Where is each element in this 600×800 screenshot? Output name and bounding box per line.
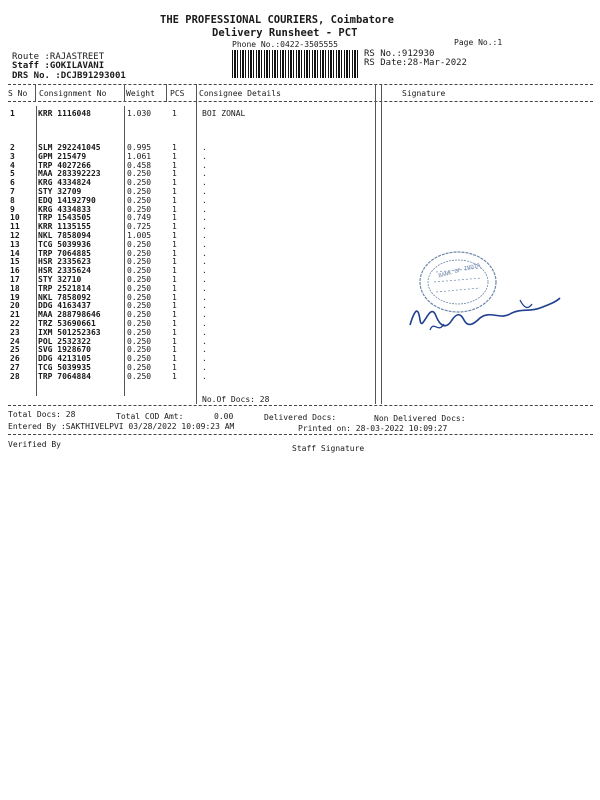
row-consignment-no: MAA 283392223: [38, 169, 101, 179]
row-weight: 1.030: [127, 109, 152, 118]
row-weight: 1.061: [127, 151, 152, 161]
row-consignment-no: HSR 2335623: [38, 257, 91, 267]
printed-on: Printed on: 28-03-2022 10:09:27: [298, 424, 448, 433]
row-pcs: 1: [172, 354, 177, 364]
row-consignment-no: POL 2532322: [38, 336, 91, 346]
row-consignee-details: .: [202, 248, 207, 258]
row-weight: 0.250: [127, 345, 152, 355]
row-consignee-details: .: [202, 336, 207, 346]
row-sno: 14: [10, 248, 20, 258]
total-cod-value: 0.00: [214, 412, 234, 421]
delivered-docs: Delivered Docs:: [264, 413, 337, 422]
row-pcs: 1: [172, 345, 177, 355]
row-pcs: 1: [172, 327, 177, 337]
row-consignee-details: .: [202, 275, 207, 284]
row-weight: 0.458: [127, 160, 152, 170]
staff: Staff :GOKILAVANI: [12, 61, 105, 71]
row-consignment-no: KRG 4334833: [38, 204, 91, 214]
row-pcs: 1: [172, 109, 177, 118]
row-sno: 17: [10, 275, 20, 284]
row-pcs: 1: [172, 363, 177, 372]
row-pcs: 1: [172, 371, 177, 381]
row-weight: 0.250: [127, 363, 152, 372]
row-sno: 6: [10, 178, 15, 188]
col-header-signature: Signature: [402, 89, 446, 98]
row-consignment-no: KRR 1116048: [38, 109, 91, 118]
row-consignee-details: .: [202, 363, 207, 372]
row-consignment-no: TRP 2521814: [38, 283, 91, 293]
row-sno: 10: [10, 213, 20, 223]
header-bottom-rule: [8, 101, 593, 102]
col-divider: [124, 106, 125, 396]
footer-top-rule: [8, 405, 593, 406]
row-weight: 0.250: [127, 292, 152, 302]
rs-number: RS No.:912930: [364, 49, 435, 59]
row-weight: 0.250: [127, 354, 152, 364]
row-sno: 22: [10, 319, 20, 328]
row-consignee-details: .: [202, 239, 207, 249]
row-pcs: 1: [172, 336, 177, 346]
row-sno: 25: [10, 345, 20, 355]
row-consignment-no: STY 32709: [38, 187, 82, 196]
total-cod-label: Total COD Amt:: [116, 412, 184, 421]
row-consignee-details: .: [202, 257, 207, 267]
row-pcs: 1: [172, 178, 177, 188]
row-pcs: 1: [172, 239, 177, 249]
row-sno: 16: [10, 266, 20, 276]
row-weight: 0.250: [127, 275, 152, 284]
row-pcs: 1: [172, 195, 177, 205]
row-pcs: 1: [172, 248, 177, 258]
col-header-consignee-details: Consignee Details: [199, 89, 281, 98]
row-weight: 0.250: [127, 257, 152, 267]
entered-by: Entered By :SAKTHIVELPVI 03/28/2022 10:09:23 AM: [8, 422, 235, 431]
rs-date: RS Date:28-Mar-2022: [364, 58, 467, 68]
row-sno: 11: [10, 222, 20, 232]
row-consignee-details: .: [202, 310, 207, 320]
row-consignment-no: SLM 292241045: [38, 143, 101, 152]
col-divider: [196, 84, 197, 404]
row-weight: 0.250: [127, 266, 152, 276]
row-pcs: 1: [172, 301, 177, 311]
no-of-docs: No.Of Docs: 28: [202, 395, 270, 404]
row-weight: 0.725: [127, 222, 152, 232]
non-delivered-docs: Non Delivered Docs:: [374, 414, 466, 423]
row-pcs: 1: [172, 213, 177, 223]
row-consignee-details: .: [202, 354, 207, 364]
footer-bottom-rule: [8, 434, 593, 435]
row-pcs: 1: [172, 283, 177, 293]
col-divider: [166, 84, 167, 102]
row-weight: 0.250: [127, 169, 152, 179]
row-sno: 9: [10, 204, 15, 214]
col-header-sno: S No: [8, 89, 28, 98]
row-consignment-no: TRP 4027266: [38, 160, 91, 170]
header-top-rule: [8, 84, 593, 85]
row-consignee-details: BOI ZONAL: [202, 109, 246, 118]
col-divider: [381, 84, 382, 404]
row-consignee-details: .: [202, 187, 207, 196]
col-header-consignment: Consignment No: [39, 89, 107, 98]
row-consignment-no: TCG 5039936: [38, 239, 91, 249]
row-weight: 0.250: [127, 319, 152, 328]
row-sno: 1: [10, 109, 15, 118]
row-pcs: 1: [172, 310, 177, 320]
row-consignee-details: .: [202, 266, 207, 276]
row-pcs: 1: [172, 204, 177, 214]
row-pcs: 1: [172, 169, 177, 179]
row-pcs: 1: [172, 160, 177, 170]
row-consignee-details: .: [202, 143, 207, 152]
verified-by: Verified By: [8, 440, 61, 449]
row-sno: 7: [10, 187, 15, 196]
row-consignment-no: MAA 288798646: [38, 310, 101, 320]
row-consignment-no: EDQ 14192790: [38, 195, 96, 205]
row-sno: 24: [10, 336, 20, 346]
row-pcs: 1: [172, 187, 177, 196]
row-consignee-details: .: [202, 169, 207, 179]
row-weight: 0.250: [127, 248, 152, 258]
col-divider: [124, 84, 125, 102]
row-consignee-details: .: [202, 195, 207, 205]
row-weight: 0.250: [127, 371, 152, 381]
row-weight: 0.250: [127, 239, 152, 249]
row-consignee-details: .: [202, 319, 207, 328]
row-sno: 20: [10, 301, 20, 311]
row-consignment-no: HSR 2335624: [38, 266, 91, 276]
row-consignee-details: .: [202, 301, 207, 311]
row-consignment-no: TRP 7064884: [38, 371, 91, 381]
row-consignee-details: .: [202, 204, 207, 214]
handwritten-signature: [400, 290, 580, 345]
row-pcs: 1: [172, 222, 177, 232]
row-sno: 2: [10, 143, 15, 152]
col-header-pcs: PCS: [170, 89, 185, 98]
row-sno: 21: [10, 310, 20, 320]
row-pcs: 1: [172, 231, 177, 240]
row-sno: 19: [10, 292, 20, 302]
row-sno: 28: [10, 371, 20, 381]
row-weight: 0.250: [127, 204, 152, 214]
row-weight: 0.995: [127, 143, 152, 152]
row-consignee-details: .: [202, 151, 207, 161]
row-consignee-details: .: [202, 327, 207, 337]
row-sno: 5: [10, 169, 15, 179]
row-pcs: 1: [172, 292, 177, 302]
row-consignment-no: KRR 1135155: [38, 222, 91, 232]
row-consignment-no: GPM 215479: [38, 151, 87, 161]
staff-signature: Staff Signature: [292, 444, 365, 453]
row-consignment-no: KRG 4334824: [38, 178, 91, 188]
row-consignee-details: .: [202, 292, 207, 302]
row-consignee-details: .: [202, 231, 207, 240]
row-pcs: 1: [172, 275, 177, 284]
row-weight: 0.250: [127, 195, 152, 205]
row-sno: 8: [10, 195, 15, 205]
company-title: THE PROFESSIONAL COURIERS, Coimbatore: [160, 14, 394, 26]
row-sno: 18: [10, 283, 20, 293]
row-consignment-no: NKL 7858092: [38, 292, 91, 302]
row-consignee-details: .: [202, 213, 207, 223]
row-consignee-details: .: [202, 222, 207, 232]
row-weight: 0.250: [127, 310, 152, 320]
row-weight: 1.005: [127, 231, 152, 240]
phone-number: Phone No.:0422-3505555: [232, 40, 338, 49]
row-weight: 0.250: [127, 301, 152, 311]
row-consignment-no: TCG 5039935: [38, 363, 91, 372]
row-consignment-no: SVG 1928670: [38, 345, 91, 355]
col-divider: [375, 84, 376, 404]
row-consignment-no: NKL 7858094: [38, 231, 91, 240]
row-pcs: 1: [172, 143, 177, 152]
drs-number: DRS No. :DCJB91293001: [12, 71, 126, 81]
row-pcs: 1: [172, 257, 177, 267]
row-pcs: 1: [172, 266, 177, 276]
row-consignment-no: DDG 4163437: [38, 301, 91, 311]
total-docs: Total Docs: 28: [8, 410, 76, 419]
row-sno: 15: [10, 257, 20, 267]
col-divider: [35, 84, 36, 102]
row-sno: 12: [10, 231, 20, 240]
row-consignee-details: .: [202, 160, 207, 170]
stamp-text: BANK OF INDIA: [437, 262, 482, 280]
row-consignment-no: STY 32710: [38, 275, 82, 284]
row-consignee-details: .: [202, 283, 207, 293]
route: Route :RAJASTREET: [12, 52, 105, 62]
row-weight: 0.250: [127, 178, 152, 188]
barcode-image: [232, 50, 358, 78]
row-consignment-no: IXM 501252363: [38, 327, 101, 337]
row-consignee-details: .: [202, 345, 207, 355]
row-weight: 0.749: [127, 213, 152, 223]
row-consignment-no: TRP 1543505: [38, 213, 91, 223]
row-pcs: 1: [172, 151, 177, 161]
row-weight: 0.250: [127, 283, 152, 293]
row-sno: 26: [10, 354, 20, 364]
row-consignment-no: DDG 4213105: [38, 354, 91, 364]
row-consignee-details: .: [202, 178, 207, 188]
row-weight: 0.250: [127, 327, 152, 337]
col-header-weight: Weight: [126, 89, 155, 98]
row-sno: 3: [10, 151, 15, 161]
row-weight: 0.250: [127, 336, 152, 346]
row-sno: 4: [10, 160, 15, 170]
col-divider: [36, 106, 37, 396]
document-title: Delivery Runsheet - PCT: [212, 27, 358, 39]
row-consignment-no: TRP 7064885: [38, 248, 91, 258]
row-sno: 27: [10, 363, 20, 372]
row-consignee-details: .: [202, 371, 207, 381]
row-pcs: 1: [172, 319, 177, 328]
row-sno: 23: [10, 327, 20, 337]
page-number: Page No.:1: [454, 38, 503, 47]
row-sno: 13: [10, 239, 20, 249]
row-weight: 0.250: [127, 187, 152, 196]
row-consignment-no: TRZ 53690661: [38, 319, 96, 328]
